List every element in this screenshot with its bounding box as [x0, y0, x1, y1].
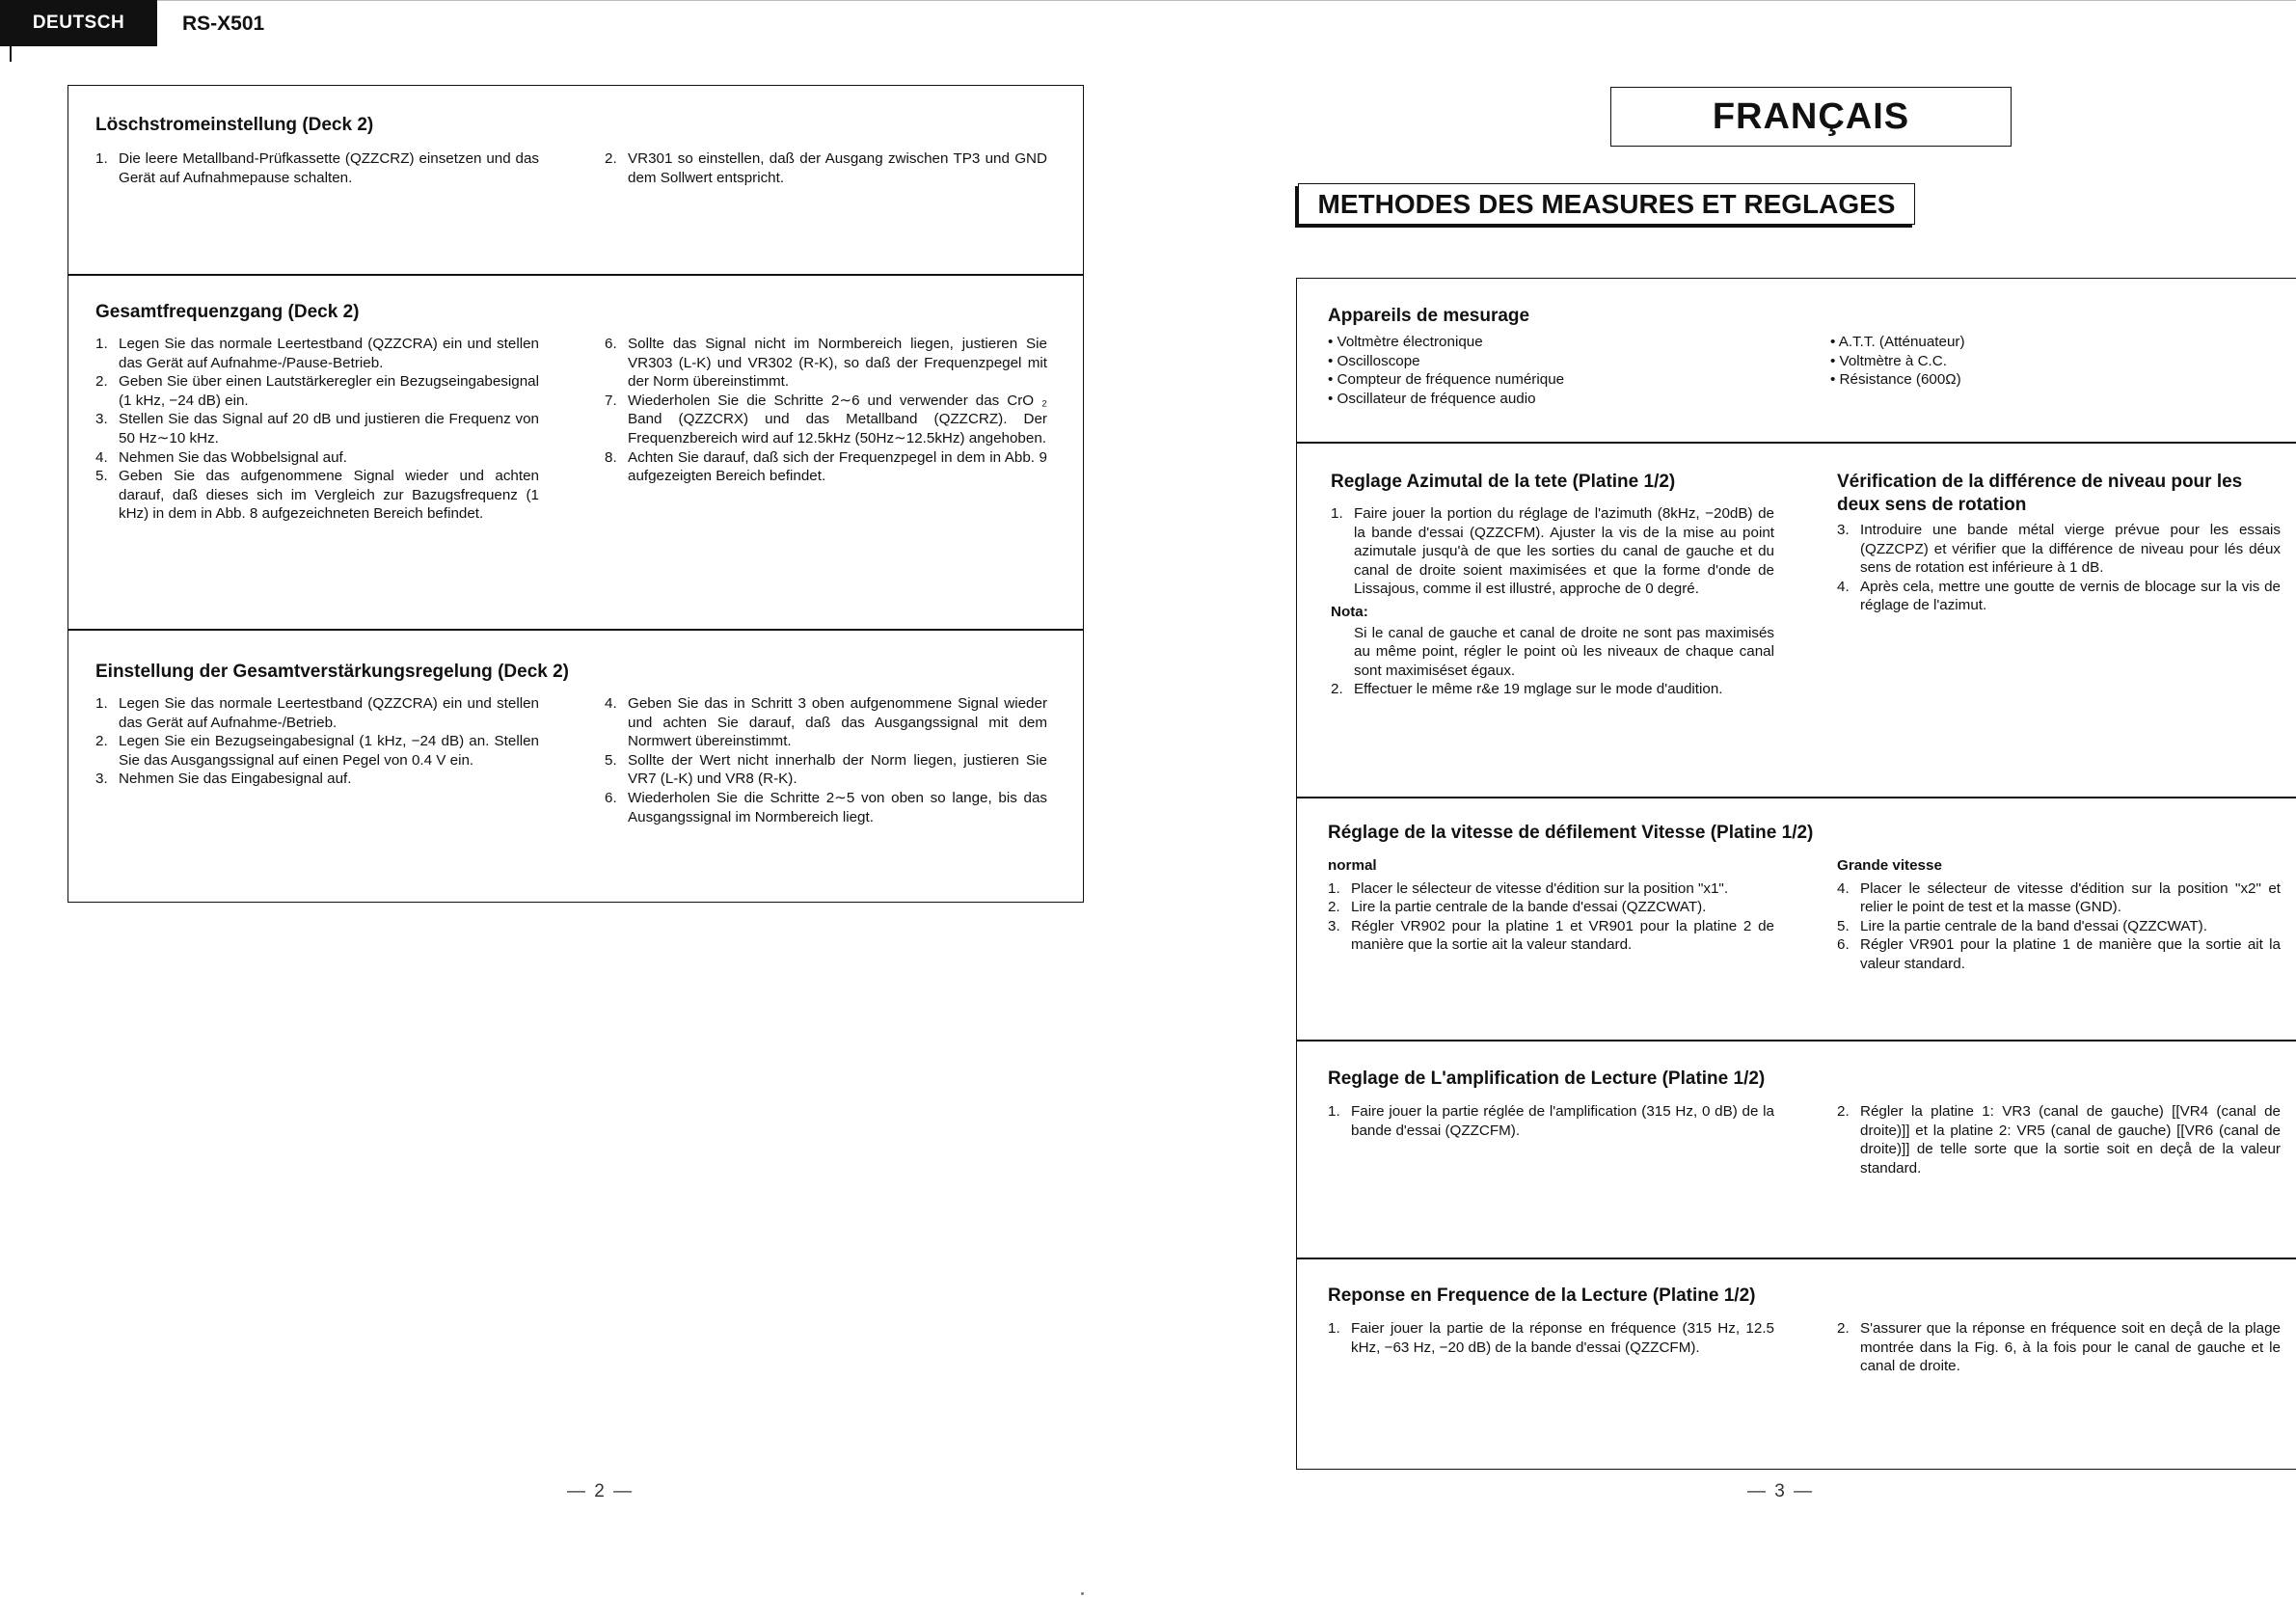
page-number-left: — 2 — [567, 1481, 635, 1501]
section-title-gesamtfrequenzgang [95, 301, 359, 324]
list-item: • Oscilloscope [1328, 352, 1420, 369]
section-title-suffix: (Deck 2) [498, 662, 569, 682]
language-tag: DEUTSCH [0, 0, 157, 46]
language-title: FRANÇAIS [1610, 87, 2012, 147]
list-item: 4. Après cela, mettre une goutte de vernis de blocage sur la vis de réglage de l'azimut. [1837, 578, 2281, 614]
list-item: 6. Wiederholen Sie die Schritte 2∼5 von oben so lange, bis das Ausgangssignal im Normbereich liegt. [605, 789, 1047, 825]
note-label: Nota: [1331, 603, 1368, 620]
list-item: 3. Nehmen Sie das Eingabesignal auf. [95, 771, 352, 788]
section-title-suffix: (Platine 1/2) [1572, 472, 1676, 492]
list-item: • Voltmètre à C.C. [1830, 352, 1947, 369]
list-item: 5. Lire la partie centrale de la band d'essai (QZZCWAT). [1837, 917, 2207, 934]
amplification-col-1 [1328, 1102, 1774, 1140]
appareils-col-2 [1830, 333, 2274, 390]
list-item: • Résistance (600Ω) [1830, 371, 1961, 389]
list-item: • Compteur de fréquence numérique [1328, 371, 1565, 389]
list-item: • Oscillateur de fréquence audio [1328, 390, 1536, 407]
list-item: 1. Placer le sélecteur de vitesse d'édition sur la position "x1". [1328, 879, 1729, 897]
section-title-amplification [1328, 1068, 1765, 1091]
list-item: 2. S'assurer que la réponse en fréquence soit en deçå de la plage montrée dans la Fig. 6, à la fois pour le canal de gauche et le canal de droite. [1837, 1320, 2281, 1375]
section-title-suffix: (Platine 1/2) [1710, 823, 1814, 843]
section-3-col-1 [95, 694, 539, 789]
section-title-text: Reglage de L'amplification de Lecture [1328, 1068, 1658, 1089]
list-item: 4. Nehmen Sie das Wobbelsignal auf. [95, 448, 347, 466]
section-divider [68, 274, 1084, 276]
list-item: 3. Stellen Sie das Signal auf 20 dB und justieren die Frequenz von 50 Hz∼10 kHz. [95, 411, 539, 446]
section-title-text: Réglage de la vitesse de défilement Vitesse [1328, 823, 1706, 843]
section-1-col-1 [95, 149, 539, 187]
list-item: 1. Legen Sie das normale Leertestband (QZZCRA) ein und stellen das Gerät auf Aufnahme-/Pause-Betrieb. [95, 336, 539, 371]
vitesse-col-1 [1328, 856, 1774, 955]
section-1-col-2 [605, 149, 1047, 187]
list-item: 5. Geben Sie das aufgenommene Signal wieder und achten darauf, daß dieses sich im Vergleich zur Bazugsfrequenz (1 kHz) in dem in Abb. 8 aufgezeichneten Bereich befindet. [95, 468, 539, 523]
section-title-suffix: (Platine 1/2) [1661, 1068, 1766, 1089]
reponse-col-2 [1837, 1319, 2281, 1376]
section-divider [1296, 1258, 2296, 1259]
section-title-appareils: Appareils de mesurage [1328, 306, 1530, 326]
section-divider [1296, 442, 2296, 444]
top-edge-line [0, 0, 2296, 1]
list-item: 1. Legen Sie das normale Leertestband (QZZCRA) ein und stellen das Gerät auf Aufnahme-/Betrieb. [95, 695, 539, 731]
note-text: Si le canal de gauche et canal de droite ne sont pas maximisés au même point, régler le point où les niveaux de chaque canal sont maximiséset égaux. [1354, 624, 1774, 679]
section-title-loeschstrom [95, 114, 373, 137]
list-item: 6. Sollte das Signal nicht im Normbereich liegen, justieren Sie VR303 (L-K) und VR302 (R-K), so daß der Frequenzpegel mit der Norm übereinstimmt. [605, 336, 1047, 391]
section-title-suffix: (Deck 2) [287, 302, 360, 322]
section-title-vitesse [1328, 822, 1813, 845]
list-item: 4. Placer le sélecteur de vitesse d'édition sur la position "x2" et relier le point de test et la masse (GND). [1837, 879, 2281, 916]
section-title-text: Reglage Azimutal de la tete [1331, 472, 1568, 492]
model-number: RS-X501 [182, 13, 265, 35]
list-item: 2. Effectuer le même r&e 19 mglage sur le mode d'audition. [1331, 681, 1723, 698]
col-label: Grande vitesse [1837, 857, 1942, 874]
list-item: 6. Régler VR901 pour la platine 1 de manière que la sortie ait la valeur standard. [1837, 936, 2281, 972]
section-title-text: Reponse en Frequence de la Lecture [1328, 1285, 1648, 1306]
list-item: 1. Die leere Metallband-Prüfkassette (QZZCRZ) einsetzen und das Gerät auf Aufnahmepause schalten. [95, 150, 539, 186]
reponse-col-1 [1328, 1319, 1774, 1357]
list-item: 2. Legen Sie ein Bezugseingabesignal (1 kHz, −24 dB) an. Stellen Sie das Ausgangssignal auf einen Pegel von 0.4 V ein. [95, 733, 539, 769]
section-title-azimutal [1331, 471, 1675, 494]
section-divider [68, 629, 1084, 631]
main-title: METHODES DES MEASURES ET REGLAGES [1298, 183, 1915, 225]
section-2-col-1 [95, 335, 539, 524]
section-title-suffix: (Deck 2) [302, 115, 374, 135]
scan-speck [1081, 1592, 1084, 1595]
list-item: 2. Régler la platine 1: VR3 (canal de gauche) [[VR4 (canal de droite)]] et la platine 2: VR5 (canal de gauche) [[VR6 (canal de droite)]] de telle sorte que la sortie soit en deçå de la valeur standard. [1837, 1103, 2281, 1177]
azimutal-col [1331, 504, 1774, 699]
section-2-col-2 [605, 335, 1047, 486]
list-item: 2. Geben Sie über einen Lautstärkeregler ein Bezugseingabesignal (1 kHz, −24 dB) ein. [95, 373, 539, 409]
list-item: 2. VR301 so einstellen, daß der Ausgang zwischen TP3 und GND dem Sollwert entspricht. [605, 150, 1047, 186]
list-item: 1. Faire jouer la portion du réglage de l'azimuth (8kHz, −20dB) de la bande d'essai (QZZCFM). Ajuster la vis de la mise au point azimutale jusqu'à de que les sorties du canal de gauche et du canal de droite soient maximisées et que la forme d'onde de Lissajous, comme il est illustré, approche de 0 degré. [1331, 505, 1774, 598]
section-title-verstaerkung [95, 661, 569, 684]
section-3-col-2 [605, 694, 1047, 826]
list-item: 7. Wiederholen Sie die Schritte 2∼6 und verwender das CrO ₂ Band (QZZCRX) und das Metallband (QZZCRZ). Der Frequenzbereich wird auf 12.5kHz (50Hz∼12.5kHz) angehoben. [605, 392, 1047, 446]
list-item: 8. Achten Sie darauf, daß sich der Frequenzpegel in dem in Abb. 9 aufgezeigten Bereich befindet. [605, 448, 1047, 485]
section-title-text: Einstellung der Gesamtverstärkungsregelung [95, 662, 493, 682]
edge-mark [10, 46, 12, 62]
section-title-text: Löschstromeinstellung [95, 115, 298, 135]
list-item: 4. Geben Sie das in Schritt 3 oben aufgenommene Signal wieder und achten Sie darauf, daß das Ausgangssignal mit dem Normwert übereinstimmt. [605, 695, 1047, 750]
list-item: 3. Introduire une bande métal vierge prévue pour les essais (QZZCPZ) et vérifier que la différence de niveau pour lés déux sens de rotation est inférieure à 1 dB. [1837, 522, 2281, 577]
list-item: 2. Lire la partie centrale de la bande d'essai (QZZCWAT). [1328, 899, 1707, 916]
list-item: • A.T.T. (Atténuateur) [1830, 334, 1965, 350]
list-item: 1. Faier jouer la partie de la réponse en fréquence (315 Hz, 12.5 kHz, −63 Hz, −20 dB) de la bande d'essai (QZZCFM). [1328, 1320, 1774, 1356]
appareils-col-1 [1328, 333, 1771, 408]
section-title-verification: Vérification de la différence de niveau pour les deux sens de rotation [1837, 472, 2243, 515]
section-divider [1296, 1040, 2296, 1041]
section-title-text: Gesamtfrequenzgang [95, 302, 284, 322]
col-label: normal [1328, 857, 1377, 874]
section-divider [1296, 797, 2296, 798]
list-item: • Voltmètre électronique [1328, 334, 1483, 350]
amplification-col-2 [1837, 1102, 2281, 1177]
list-item: 3. Régler VR902 pour la platine 1 et VR901 pour la platine 2 de manière que la sortie ait la valeur standard. [1328, 917, 1774, 954]
page-number-right: — 3 — [1747, 1481, 1815, 1501]
verification-col [1837, 521, 2281, 615]
list-item: 5. Sollte der Wert nicht innerhalb der Norm liegen, justieren Sie VR7 (L-K) und VR8 (R-K). [605, 751, 1047, 788]
vitesse-col-2 [1837, 856, 2281, 974]
section-title-suffix: (Platine 1/2) [1652, 1285, 1756, 1306]
section-title-reponse [1328, 1285, 1755, 1308]
list-item: 1. Faire jouer la partie réglée de l'amplification (315 Hz, 0 dB) de la bande d'essai (QZZCFM). [1328, 1103, 1774, 1139]
